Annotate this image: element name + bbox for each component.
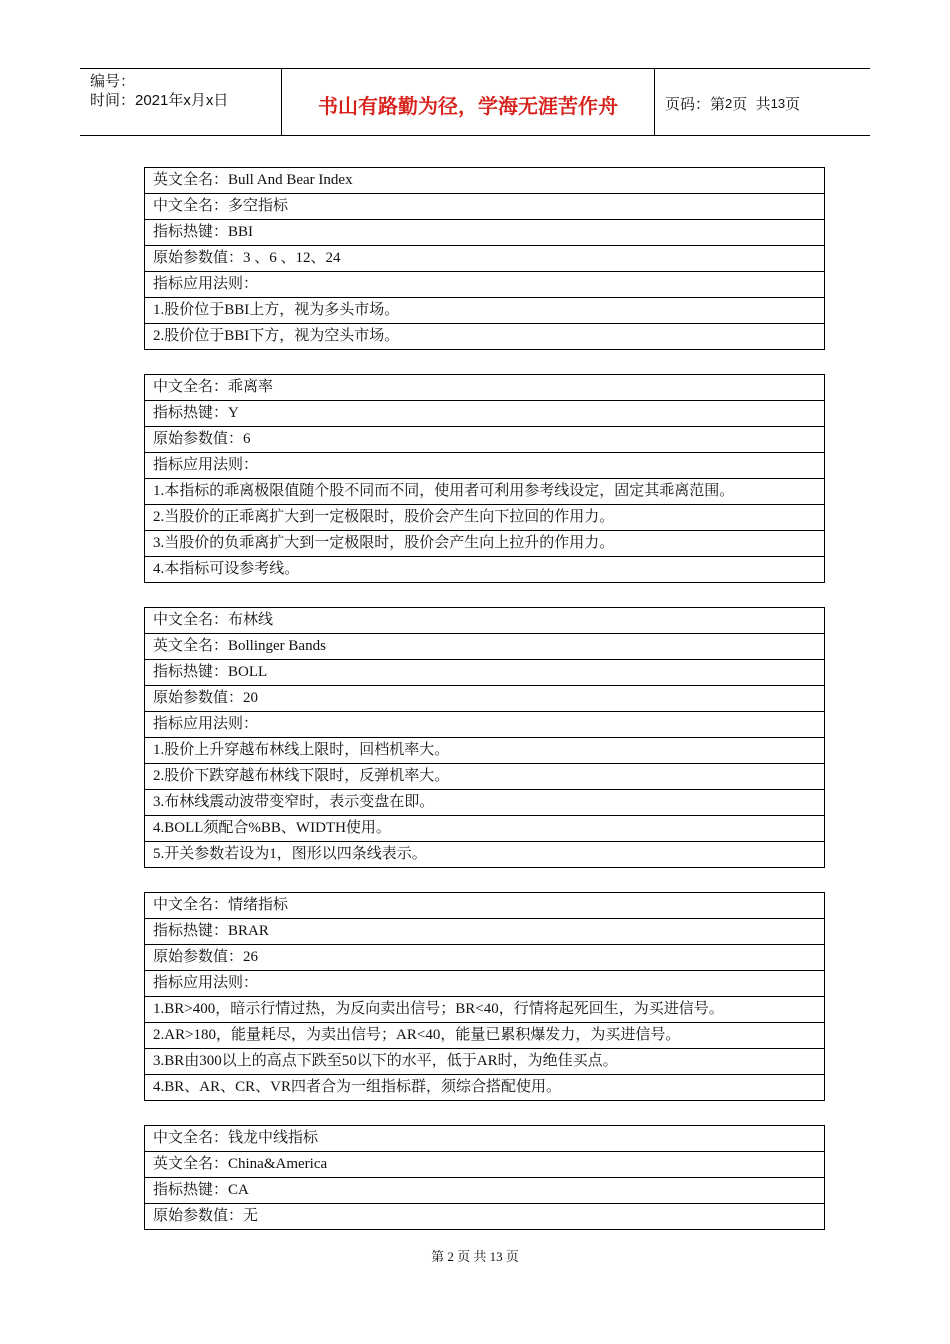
- indicator-row: 1.本指标的乖离极限值随个股不同而不同，使用者可利用参考线设定，固定其乖离范围。: [145, 478, 824, 504]
- page-suffix: 页: [785, 95, 801, 113]
- page-total: 13: [770, 95, 786, 111]
- header-meta: [80, 69, 282, 135]
- indicator-row: 4.BR、AR、CR、VR四者合为一组指标群，须综合搭配使用。: [145, 1074, 824, 1100]
- header-page-number: [655, 69, 870, 135]
- indicator-row: 原始参数值：20: [145, 685, 824, 711]
- indicator-row: 中文全名：多空指标: [145, 193, 824, 219]
- indicator-block: [144, 374, 825, 583]
- indicator-row: 2.AR>180，能量耗尽，为卖出信号；AR<40，能量已累积爆发力，为买进信号。: [145, 1022, 824, 1048]
- indicator-row: 1.BR>400，暗示行情过热，为反向卖出信号；BR<40，行情将起死回生，为买进信号。: [145, 996, 824, 1022]
- indicator-row: 中文全名：情绪指标: [153, 897, 289, 913]
- indicator-row: 英文全名：China&America: [145, 1151, 824, 1177]
- indicator-row: 原始参数值：26: [145, 944, 824, 970]
- indicator-row: 3.BR由300以上的高点下跌至50以下的水平，低于AR时，为绝佳买点。: [145, 1048, 824, 1074]
- indicator-list: [144, 167, 825, 1254]
- indicator-row: 2.股价位于BBI下方，视为空头市场。: [145, 323, 824, 349]
- indicator-row: 指标热键：BBI: [145, 219, 824, 245]
- indicator-row: 原始参数值：无: [145, 1203, 824, 1229]
- document-date: 时间：2021年x月x日: [90, 92, 229, 109]
- indicator-row: 4.本指标可设参考线。: [145, 556, 824, 582]
- indicator-row: 3.布林线震动波带变窄时，表示变盘在即。: [145, 789, 824, 815]
- indicator-row: 原始参数值：6: [145, 426, 824, 452]
- page-header: [80, 68, 870, 136]
- page-footer: 第 2 页 共 13 页: [431, 1249, 519, 1264]
- indicator-row: 指标热键：BRAR: [145, 918, 824, 944]
- indicator-row: 5.开关参数若设为1，图形以四条线表示。: [145, 841, 824, 867]
- indicator-row: 英文全名：Bull And Bear Index: [153, 172, 353, 188]
- indicator-row: 指标热键：BOLL: [145, 659, 824, 685]
- indicator-row: 中文全名：乖离率: [153, 379, 274, 395]
- page-mid: 页 共: [732, 95, 771, 113]
- indicator-row: 1.股价上升穿越布林线上限时，回档机率大。: [145, 737, 824, 763]
- indicator-row: 4.BOLL须配合%BB、WIDTH使用。: [145, 815, 824, 841]
- indicator-row: 指标热键：Y: [145, 400, 824, 426]
- indicator-row: 指标应用法则：: [145, 970, 824, 996]
- indicator-row: 2.当股价的正乖离扩大到一定极限时，股价会产生向下拉回的作用力。: [145, 504, 824, 530]
- indicator-row: 指标热键：CA: [145, 1177, 824, 1203]
- indicator-row: 中文全名：钱龙中线指标: [153, 1130, 319, 1146]
- indicator-block: [144, 1125, 825, 1230]
- indicator-row: 指标应用法则：: [145, 452, 824, 478]
- header-motto: 书山有路勤为径，学海无涯苦作舟: [282, 69, 655, 135]
- indicator-row: 原始参数值：3 、6 、12、24: [145, 245, 824, 271]
- indicator-block: [144, 892, 825, 1101]
- indicator-row: 指标应用法则：: [145, 711, 824, 737]
- indicator-row: 3.当股价的负乖离扩大到一定极限时，股价会产生向上拉升的作用力。: [145, 530, 824, 556]
- indicator-row: 指标应用法则：: [145, 271, 824, 297]
- indicator-row: 2.股价下跌穿越布林线下限时，反弹机率大。: [145, 763, 824, 789]
- page-prefix: 页码：第: [665, 95, 726, 113]
- document-number-label: 编号：: [90, 73, 136, 90]
- page-current: 2: [725, 95, 733, 111]
- indicator-block: [144, 607, 825, 868]
- indicator-row: 中文全名：布林线: [153, 612, 274, 628]
- indicator-block: [144, 167, 825, 350]
- indicator-row: 1.股价位于BBI上方，视为多头市场。: [145, 297, 824, 323]
- indicator-row: 英文全名：Bollinger Bands: [145, 633, 824, 659]
